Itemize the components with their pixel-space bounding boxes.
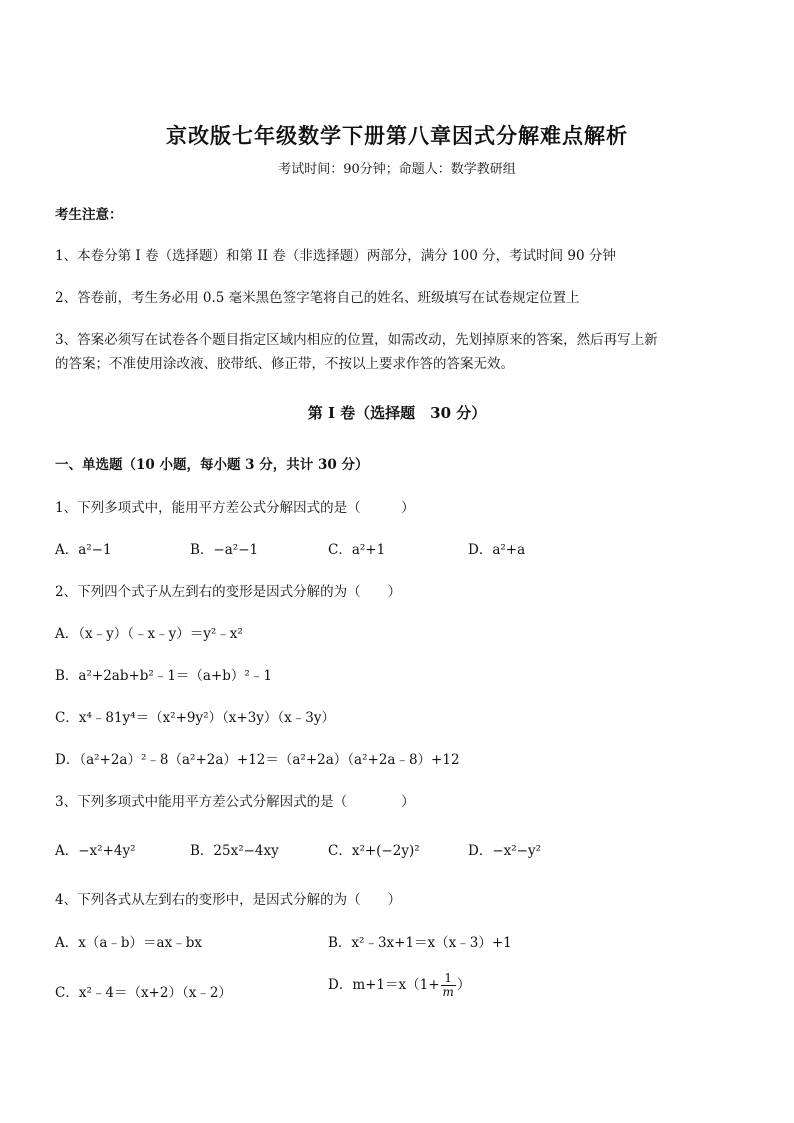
notice-item-3-line-1: 3、答案必须写在试卷各个题目指定区域内相应的位置，如需改动，先划掉原来的答案，然后再写上新 [55, 332, 658, 348]
page-title: 京改版七年级数学下册第八章因式分解难点解析 [166, 123, 628, 148]
section-heading: 一、单选题（10 小题，每小题 3 分，共计 30 分） [55, 457, 369, 473]
fraction-numerator: 1 [441, 972, 456, 986]
question-1-option-d[interactable]: D．a²+a [468, 542, 526, 558]
question-4-option-c[interactable]: C．x²﹣4＝（x+2）（x﹣2） [55, 985, 232, 1001]
notice-heading: 考生注意： [55, 207, 123, 223]
question-2-option-d[interactable]: D．（a²+2a）²﹣8（a²+2a）+12＝（a²+2a）（a²+2a﹣8）+12 [55, 752, 460, 768]
question-3-option-d[interactable]: D．−x²−y² [468, 843, 542, 859]
question-3-option-c[interactable]: C．x²+(−2y)² [328, 843, 420, 859]
question-2-option-c[interactable]: C．x⁴﹣81y⁴＝（x²+9y²）（x+3y）（x﹣3y） [55, 710, 336, 726]
question-4-option-b[interactable]: B．x²﹣3x+1＝x（x﹣3）+1 [328, 935, 512, 951]
question-4-stem: 4、下列各式从左到右的变形中，是因式分解的为（ ） [55, 892, 402, 908]
question-3-stem: 3、下列多项式中能用平方差公式分解因式的是（ ） [55, 794, 415, 810]
question-4-option-d-suffix: ） [456, 977, 471, 994]
question-2-option-b[interactable]: B．a²+2ab+b²﹣1＝（a+b）²﹣1 [55, 668, 272, 684]
question-4-option-d[interactable] [328, 972, 470, 999]
question-2-stem: 2、下列四个式子从左到右的变形是因式分解的为（ ） [55, 584, 402, 600]
fraction [441, 972, 456, 999]
question-4-option-d-prefix: D．m+1＝x（1+ [328, 977, 440, 994]
question-2-option-a[interactable]: A．（x﹣y）（﹣x﹣y）＝y²﹣x² [55, 626, 243, 642]
notice-item-1: 1、本卷分第 I 卷（选择题）和第 II 卷（非选择题）两部分，满分 100 分，考试时间 90 分钟 [55, 248, 616, 264]
question-3-option-b[interactable]: B．25x²−4xy [190, 843, 279, 859]
question-4-option-a[interactable]: A．x（a﹣b）＝ax﹣bx [55, 935, 202, 951]
part1-heading: 第 I 卷（选择题 30 分） [307, 404, 487, 422]
notice-item-3-line-2: 的答案；不准使用涂改液、胶带纸、修正带，不按以上要求作答的答案无效。 [55, 356, 514, 372]
question-1-option-c[interactable]: C．a²+1 [328, 542, 386, 558]
question-1-option-b[interactable]: B．−a²−1 [190, 542, 259, 558]
question-3-option-a[interactable]: A．−x²+4y² [55, 843, 136, 859]
question-1-option-a[interactable]: A．a²−1 [55, 542, 112, 558]
fraction-denominator: m [442, 985, 454, 1000]
exam-info: 考试时间：90分钟；命题人：数学教研组 [278, 162, 516, 177]
notice-item-2: 2、答卷前，考生务必用 0.5 毫米黑色签字笔将自己的姓名、班级填写在试卷规定位置上 [55, 290, 580, 306]
question-1-stem: 1、下列多项式中，能用平方差公式分解因式的是（ ） [55, 500, 415, 516]
